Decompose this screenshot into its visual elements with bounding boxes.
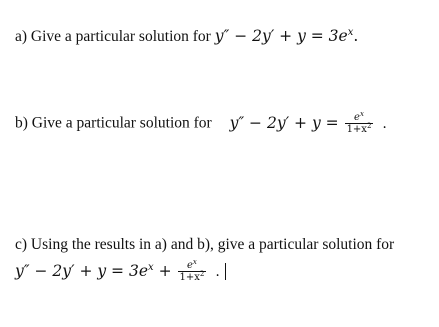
part-c-den-base: 1+x bbox=[179, 272, 200, 283]
part-c-num-exp: x bbox=[192, 258, 197, 266]
part-c-label-line bbox=[15, 236, 394, 254]
text-cursor bbox=[225, 263, 226, 280]
part-b-fraction-denominator bbox=[345, 123, 374, 135]
part-c-num-base: e bbox=[187, 260, 193, 271]
part-b-period: . bbox=[382, 115, 387, 132]
part-b-num-base: e bbox=[354, 112, 360, 123]
part-b-fraction bbox=[345, 112, 374, 135]
part-c-label: c) Using the results in a) and b), give a particular solution for bbox=[15, 236, 395, 253]
part-b-equation bbox=[229, 110, 387, 135]
part-c-period: . bbox=[215, 263, 220, 280]
part-c-fraction bbox=[178, 260, 207, 283]
part-c-equation-line bbox=[15, 260, 226, 283]
part-b-den-exp: 2 bbox=[366, 122, 372, 130]
part-a-period: . bbox=[353, 27, 359, 45]
part-b-num-exp: x bbox=[359, 110, 364, 118]
part-a-equation bbox=[215, 27, 359, 45]
part-a-exponent: x bbox=[347, 27, 354, 38]
part-c-exponent: x bbox=[148, 261, 154, 273]
part-a-label: a) Give a particular solution for bbox=[15, 28, 211, 45]
part-c-equation bbox=[15, 258, 226, 283]
part-c-fraction-denominator bbox=[178, 271, 207, 283]
part-a-equation-lhs: y″ − 2y′ + y = 3e bbox=[214, 27, 348, 45]
part-b-line bbox=[15, 112, 387, 135]
part-b-equation-lhs: y″ − 2y′ + y = bbox=[229, 113, 339, 132]
part-c-plus: + bbox=[158, 261, 172, 280]
part-a-line bbox=[15, 27, 358, 46]
part-c-den-exp: 2 bbox=[199, 270, 205, 278]
part-c-equation-lhs: y″ − 2y′ + y = 3e bbox=[15, 261, 148, 280]
part-b-label: b) Give a particular solution for bbox=[15, 114, 212, 132]
part-b-den-base: 1+x bbox=[346, 124, 367, 135]
